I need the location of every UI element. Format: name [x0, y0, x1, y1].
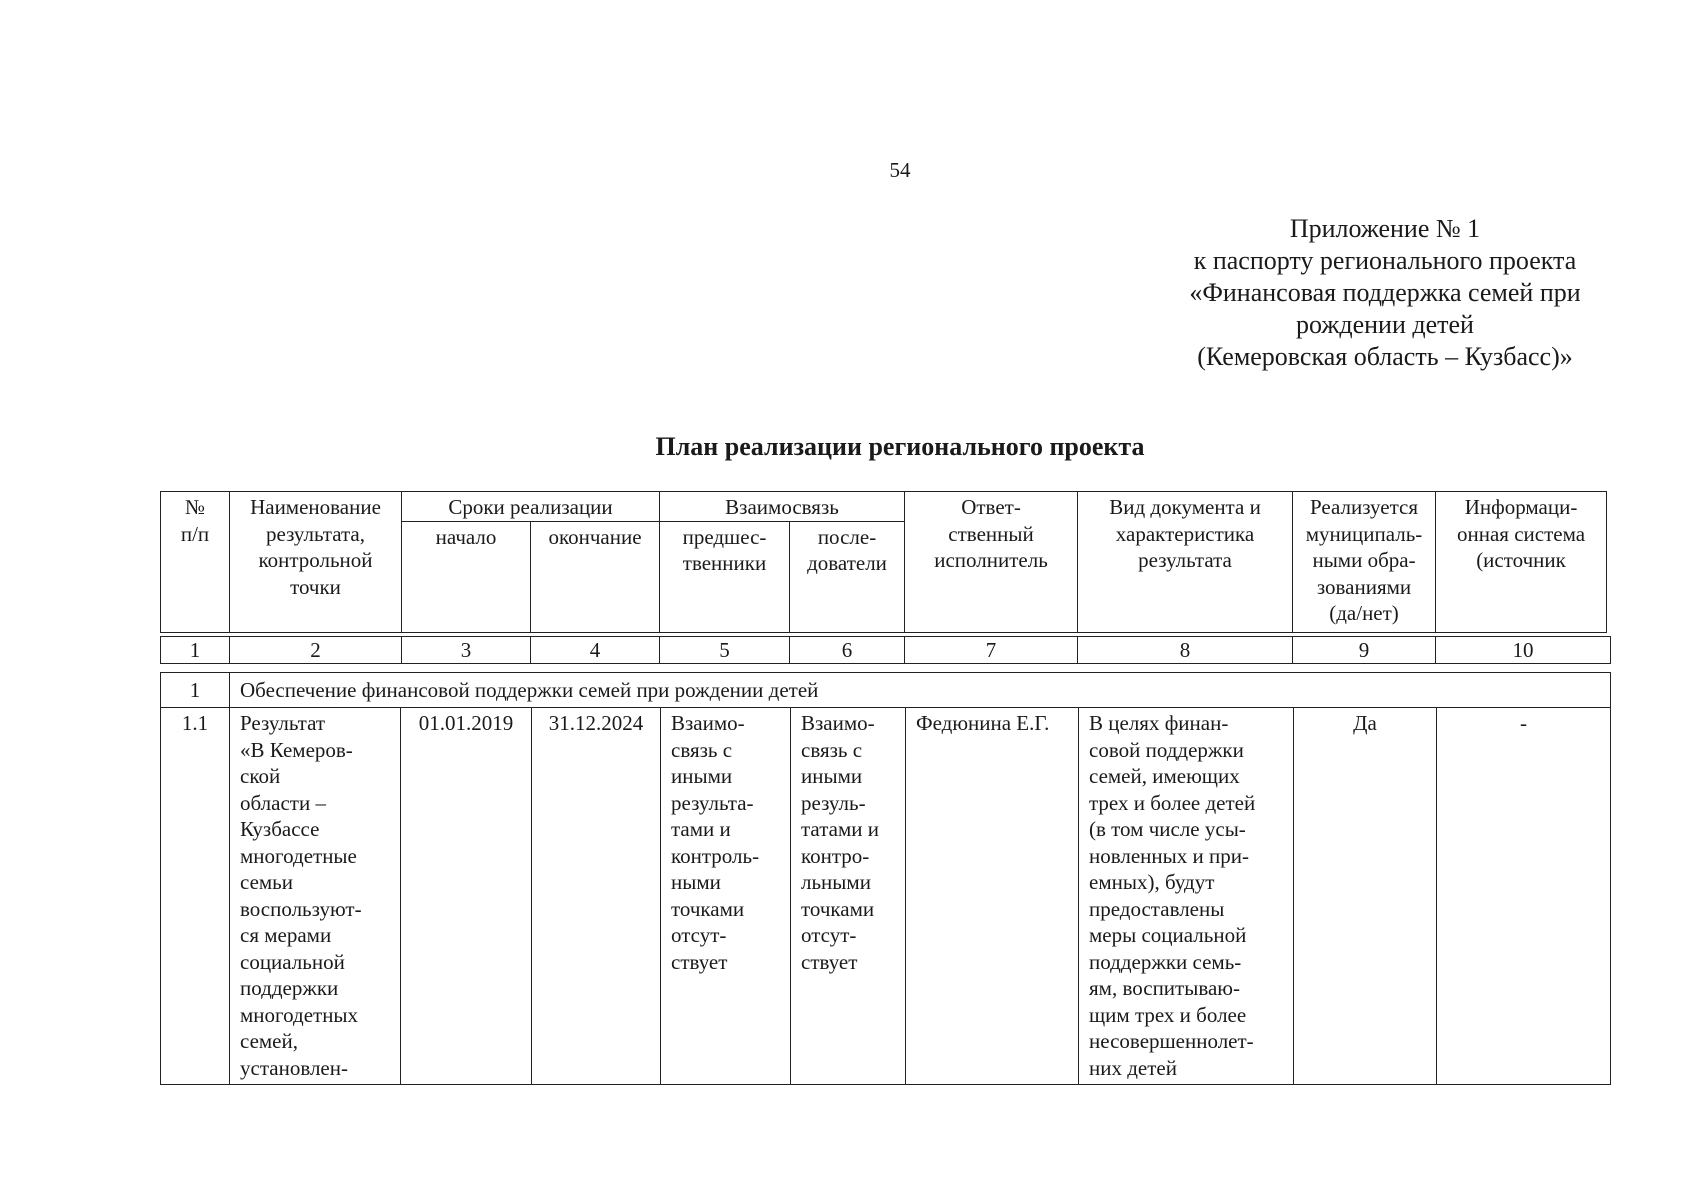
- column-number: 6: [790, 637, 905, 664]
- column-number: 3: [402, 637, 531, 664]
- row-number: 1.1: [161, 708, 230, 1085]
- header-start: начало: [402, 521, 531, 632]
- annex-reference: [1150, 213, 1620, 373]
- row-municipal: Да: [1294, 708, 1437, 1085]
- row-responsible: Федюнина Е.Г.: [906, 708, 1079, 1085]
- header-info-system: Информаци- онная система (источник: [1436, 492, 1607, 633]
- section-row: [161, 673, 1611, 708]
- row-document: В целях финан- совой поддержки семей, имеющих трех и более детей (в том числе усы- новленных и при- емных), будут предоставлены меры социальной поддержки семь- ям, воспитываю- щим трех и более несовершеннолет- них детей: [1079, 708, 1294, 1085]
- column-number: 9: [1293, 637, 1436, 664]
- row-result-name: Результат «В Кемеров- ской области – Кузбассе многодетные семьи воспользуют- ся мерами социальной поддержки многодетных семей, установлен-: [230, 708, 401, 1085]
- header-relation: Взаимосвязь: [660, 492, 905, 522]
- column-number: 8: [1078, 637, 1293, 664]
- annex-line: рождении детей: [1296, 310, 1474, 339]
- column-number: 1: [161, 637, 230, 664]
- row-end-date: 31.12.2024: [532, 708, 661, 1085]
- column-numbers-row: [160, 636, 1611, 664]
- header-successors: после- дователи: [790, 521, 905, 632]
- header-document: Вид документа и характеристика результата: [1078, 492, 1293, 633]
- header-responsible: Ответ- ственный исполнитель: [905, 492, 1078, 633]
- column-number: 10: [1436, 637, 1611, 664]
- column-number: 2: [230, 637, 402, 664]
- annex-line: к паспорту регионального проекта: [1193, 246, 1577, 275]
- header-municipal: Реализуется муниципаль- ными обра- зованиями (да/нет): [1293, 492, 1436, 633]
- section-title: Обеспечение финансовой поддержки семей при рождении детей: [230, 673, 1611, 708]
- section-number: 1: [161, 673, 230, 708]
- header-predecessors: предшес- твенники: [660, 521, 790, 632]
- row-predecessors: Взаимо- связь с иными результа- тами и контроль- ными точками отсут- ствует: [661, 708, 791, 1085]
- column-number: 4: [531, 637, 660, 664]
- plan-table-header: [160, 491, 1607, 633]
- plan-title: План реализации регионального проекта: [655, 432, 1145, 461]
- header-end: окончание: [531, 521, 660, 632]
- header-name: Наименование результата, контрольной точки: [230, 492, 402, 633]
- row-info-system: -: [1437, 708, 1611, 1085]
- header-terms: Сроки реализации: [402, 492, 660, 522]
- column-number: 5: [660, 637, 790, 664]
- row-successors: Взаимо- связь с иными резуль- татами и контро- льными точками отсут- ствует: [791, 708, 906, 1085]
- page-number: 54: [889, 158, 911, 182]
- annex-line: (Кемеровская область – Кузбасс)»: [1197, 342, 1573, 371]
- annex-line: Приложение № 1: [1289, 214, 1481, 243]
- plan-table-body: [160, 672, 1611, 1085]
- annex-line: «Финансовая поддержка семей при: [1189, 278, 1581, 307]
- header-num: № п/п: [161, 492, 230, 633]
- column-number: 7: [905, 637, 1078, 664]
- row-start-date: 01.01.2019: [401, 708, 532, 1085]
- table-row: [161, 708, 1611, 1085]
